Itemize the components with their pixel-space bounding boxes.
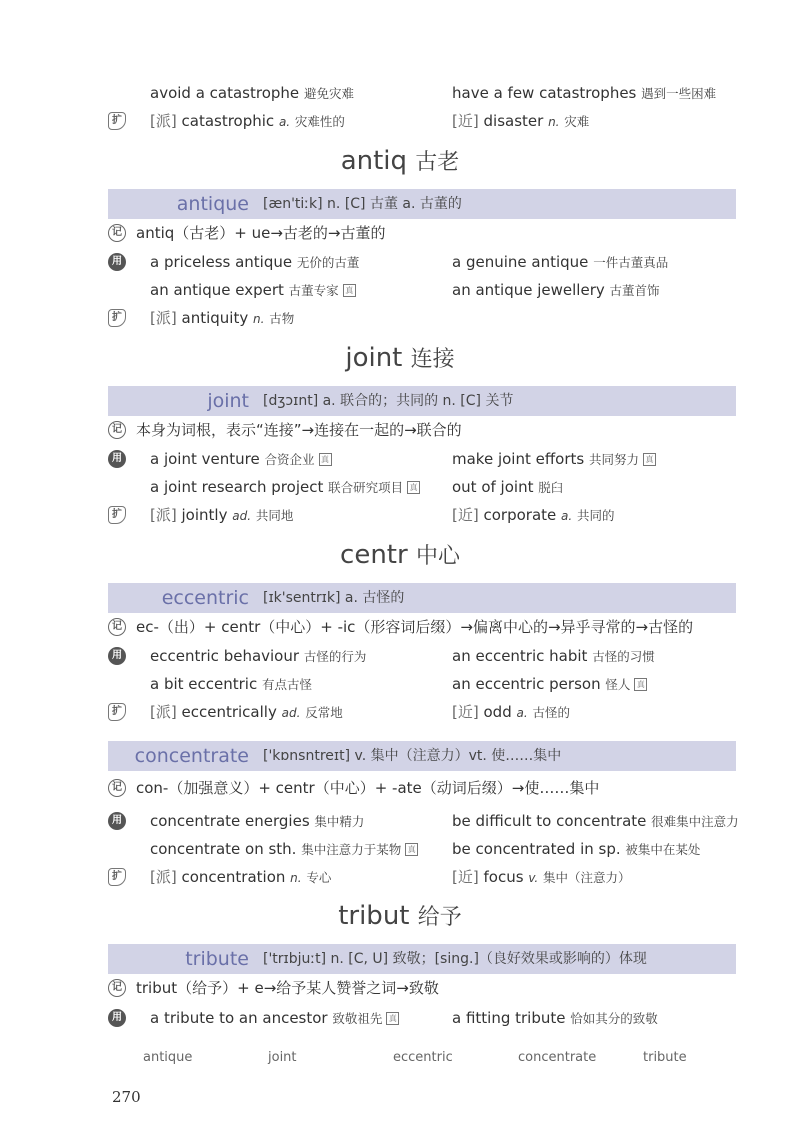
- footer-word: joint: [268, 1050, 297, 1065]
- extend-row: [108, 502, 738, 528]
- usage-row: [108, 671, 738, 697]
- footer-word: tribute: [643, 1050, 687, 1065]
- extend-icon: 扩: [108, 868, 126, 886]
- exam-mark-icon: 真: [405, 843, 418, 856]
- entry-bar-concentrate: [108, 741, 736, 771]
- headword: tribute: [185, 948, 249, 970]
- entry-bar-tribute: [108, 944, 736, 974]
- root-heading-antiq: antiq 古老: [340, 146, 460, 176]
- memory-text: con-（加强意义）+ centr（中心）+ -ate（动词后缀）→使……集中: [136, 779, 600, 797]
- memory-text: tribut（给予）+ e→给予某人赞誉之词→致敬: [136, 979, 439, 997]
- usage-phrase: avoid a catastrophe 避免灾难: [150, 84, 354, 102]
- memory-icon: 记: [108, 224, 126, 242]
- exam-mark-icon: 真: [386, 1012, 399, 1025]
- memory-row: [108, 614, 738, 640]
- entry-bar-joint: [108, 386, 736, 416]
- derivative: [派] concentration n. 专心: [150, 868, 332, 886]
- headword: antique: [176, 193, 249, 215]
- extend-row: [108, 305, 738, 331]
- exam-mark-icon: 真: [343, 284, 356, 297]
- usage-phrase: be difficult to concentrate 很难集中注意力: [452, 812, 739, 830]
- footer-word: concentrate: [518, 1050, 597, 1065]
- usage-phrase: a genuine antique 一件古董真品: [452, 253, 669, 271]
- top-usage-row: [108, 80, 738, 106]
- usage-row: [108, 808, 738, 834]
- usage-phrase: a fitting tribute 恰如其分的致敬: [452, 1009, 658, 1027]
- usage-row: [108, 836, 738, 862]
- usage-phrase: an eccentric habit 古怪的习惯: [452, 647, 655, 665]
- memory-icon: 记: [108, 421, 126, 439]
- usage-row: [108, 446, 738, 472]
- synonym: [近] corporate a. 共同的: [452, 506, 615, 524]
- extend-icon: 扩: [108, 506, 126, 524]
- memory-icon: 记: [108, 779, 126, 797]
- memory-text: 本身为词根，表示“连接”→连接在一起的→联合的: [136, 421, 462, 439]
- extend-row: [108, 699, 738, 725]
- exam-mark-icon: 真: [407, 481, 420, 494]
- usage-phrase: an antique expert 古董专家 真: [150, 277, 356, 304]
- memory-row: [108, 417, 738, 443]
- usage-phrase: out of joint 脱臼: [452, 478, 564, 496]
- usage-phrase: a bit eccentric 有点古怪: [150, 675, 313, 693]
- usage-phrase: an antique jewellery 古董首饰: [452, 281, 660, 299]
- headword: joint: [207, 390, 249, 412]
- extend-icon: 扩: [108, 309, 126, 327]
- extend-icon: 扩: [108, 112, 126, 130]
- memory-icon: 记: [108, 979, 126, 997]
- usage-phrase: a joint venture 合资企业 真: [150, 446, 332, 473]
- memory-row: [108, 220, 738, 246]
- synonym: [近] focus v. 集中（注意力）: [452, 868, 631, 886]
- memory-icon: 记: [108, 618, 126, 636]
- usage-icon: 用: [108, 812, 126, 830]
- usage-phrase: a tribute to an ancestor 致敬祖先 真: [150, 1005, 399, 1032]
- headword: concentrate: [134, 745, 249, 767]
- usage-phrase: eccentric behaviour 古怪的行为: [150, 647, 367, 665]
- extend-row: [108, 864, 738, 890]
- extend-icon: 扩: [108, 703, 126, 721]
- definition: ['trɪbjuːt] n. [C, U] 致敬；[sing.]（良好效果或影响的）体现: [263, 951, 647, 967]
- usage-row: [108, 643, 738, 669]
- usage-phrase: make joint efforts 共同努力 真: [452, 446, 656, 473]
- footer-word: antique: [143, 1050, 193, 1065]
- derivative: [派] catastrophic a. 灾难性的: [150, 112, 345, 130]
- memory-row: [108, 775, 738, 801]
- usage-phrase: an eccentric person 怪人 真: [452, 671, 647, 698]
- footer-word-list: [0, 1050, 800, 1072]
- memory-text: antiq（古老）+ ue→古老的→古董的: [136, 224, 386, 242]
- exam-mark-icon: 真: [643, 453, 656, 466]
- exam-mark-icon: 真: [634, 678, 647, 691]
- usage-phrase: a joint research project 联合研究项目 真: [150, 474, 420, 501]
- headword: eccentric: [161, 587, 249, 609]
- usage-icon: 用: [108, 253, 126, 271]
- root-heading-centr: centr 中心: [340, 540, 460, 570]
- usage-phrase: be concentrated in sp. 被集中在某处: [452, 840, 701, 858]
- usage-icon: 用: [108, 450, 126, 468]
- page-number: 270: [112, 1088, 141, 1106]
- definition: [dʒɔɪnt] a. 联合的；共同的 n. [C] 关节: [263, 393, 514, 409]
- usage-phrase: concentrate on sth. 集中注意力于某物 真: [150, 836, 418, 863]
- usage-phrase: a priceless antique 无价的古董: [150, 253, 360, 271]
- usage-icon: 用: [108, 1009, 126, 1027]
- definition: ['kɒnsntreɪt] v. 集中（注意力）vt. 使……集中: [263, 748, 562, 764]
- entry-bar-eccentric: [108, 583, 736, 613]
- usage-icon: 用: [108, 647, 126, 665]
- usage-row: [108, 249, 738, 275]
- derivative: [派] antiquity n. 古物: [150, 309, 295, 327]
- definition: [æn'tiːk] n. [C] 古董 a. 古董的: [263, 196, 462, 212]
- top-extend-row: [108, 108, 738, 134]
- synonym: [近] disaster n. 灾难: [452, 112, 590, 130]
- root-heading-tribut: tribut 给予: [338, 901, 462, 931]
- exam-mark-icon: 真: [319, 453, 332, 466]
- entry-bar-antique: [108, 189, 736, 219]
- definition: [ɪk'sentrɪk] a. 古怪的: [263, 590, 405, 606]
- memory-row: [108, 975, 738, 1001]
- footer-word: eccentric: [393, 1050, 453, 1065]
- memory-text: ec-（出）+ centr（中心）+ -ic（形容词后缀）→偏离中心的→异乎寻常的→古怪的: [136, 618, 694, 636]
- derivative: [派] eccentrically ad. 反常地: [150, 703, 343, 721]
- usage-phrase: concentrate energies 集中精力: [150, 812, 365, 830]
- usage-phrase: have a few catastrophes 遇到一些困难: [452, 84, 717, 102]
- usage-row: [108, 277, 738, 303]
- usage-row: [108, 1005, 738, 1031]
- synonym: [近] odd a. 古怪的: [452, 703, 570, 721]
- usage-row: [108, 474, 738, 500]
- root-heading-joint: joint 连接: [345, 343, 455, 373]
- derivative: [派] jointly ad. 共同地: [150, 506, 294, 524]
